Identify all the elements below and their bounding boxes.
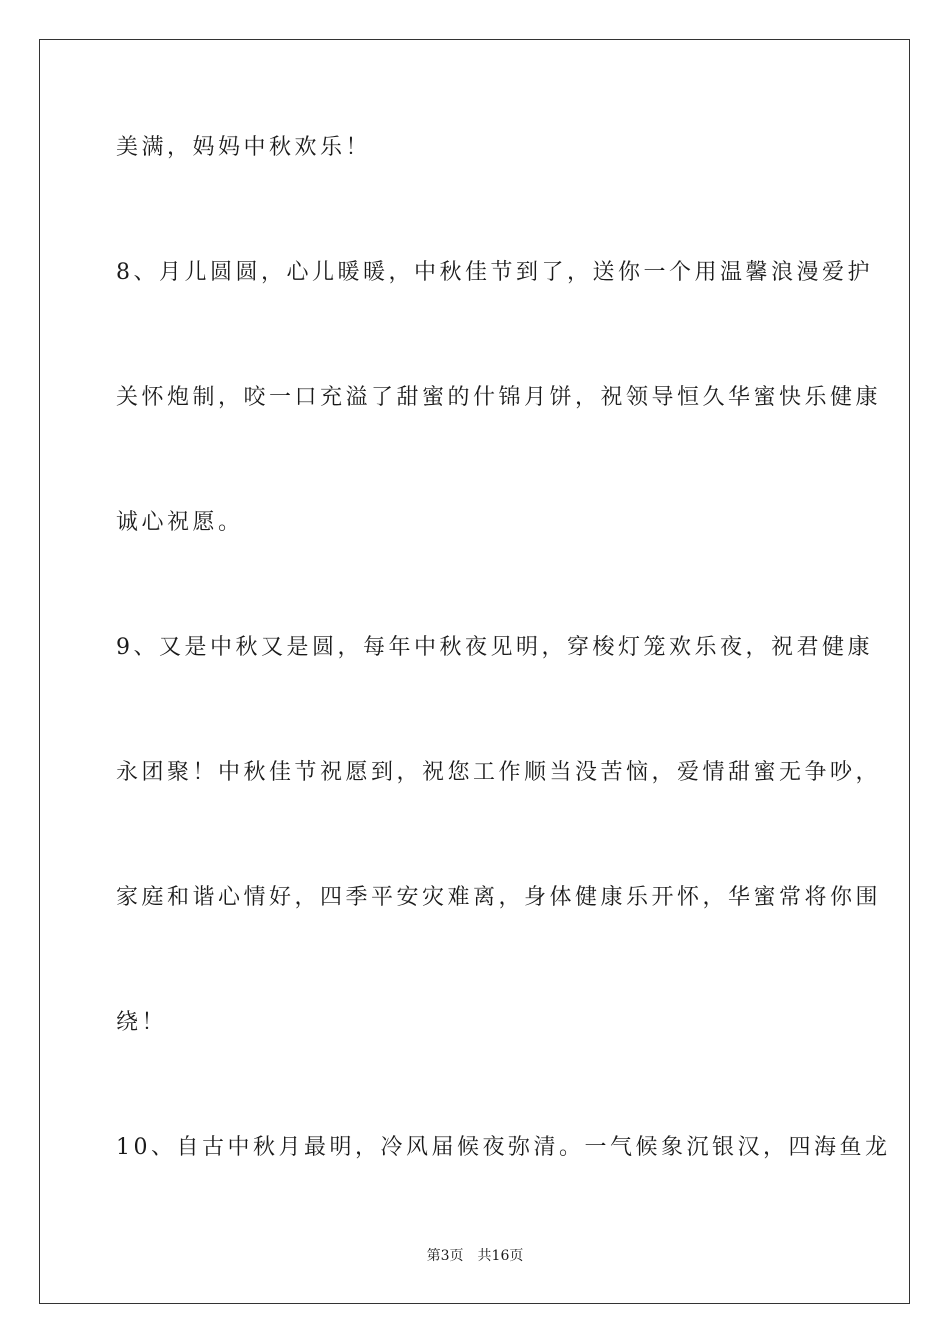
body-text-line: 美满，妈妈中秋欢乐！ — [116, 135, 372, 160]
body-text-line: 诚心祝愿。 — [116, 510, 244, 535]
body-text-line: 8、月儿圆圆，心儿暖暖，中秋佳节到了，送你一个用温馨浪漫爱护 — [116, 260, 873, 285]
page-number: 第3页 — [426, 1248, 464, 1264]
body-text-line: 9、又是中秋又是圆，每年中秋夜见明，穿梭灯笼欢乐夜，祝君健康 — [116, 635, 873, 660]
body-text-line: 永团聚！中秋佳节祝愿到，祝您工作顺当没苦恼，爱情甜蜜无争吵， — [116, 760, 882, 785]
page-frame — [39, 39, 910, 1304]
page-footer — [0, 1246, 950, 1266]
body-text-line: 10、自古中秋月最明，冷风届候夜弥清。一气候象沉银汉，四海鱼龙 — [116, 1135, 891, 1160]
page-total: 共16页 — [477, 1248, 524, 1264]
body-text-line: 绕！ — [116, 1010, 168, 1035]
body-text-line: 关怀炮制，咬一口充溢了甜蜜的什锦月饼，祝领导恒久华蜜快乐健康 — [116, 385, 882, 410]
body-text-line: 家庭和谐心情好，四季平安灾难离，身体健康乐开怀，华蜜常将你围 — [116, 885, 882, 910]
